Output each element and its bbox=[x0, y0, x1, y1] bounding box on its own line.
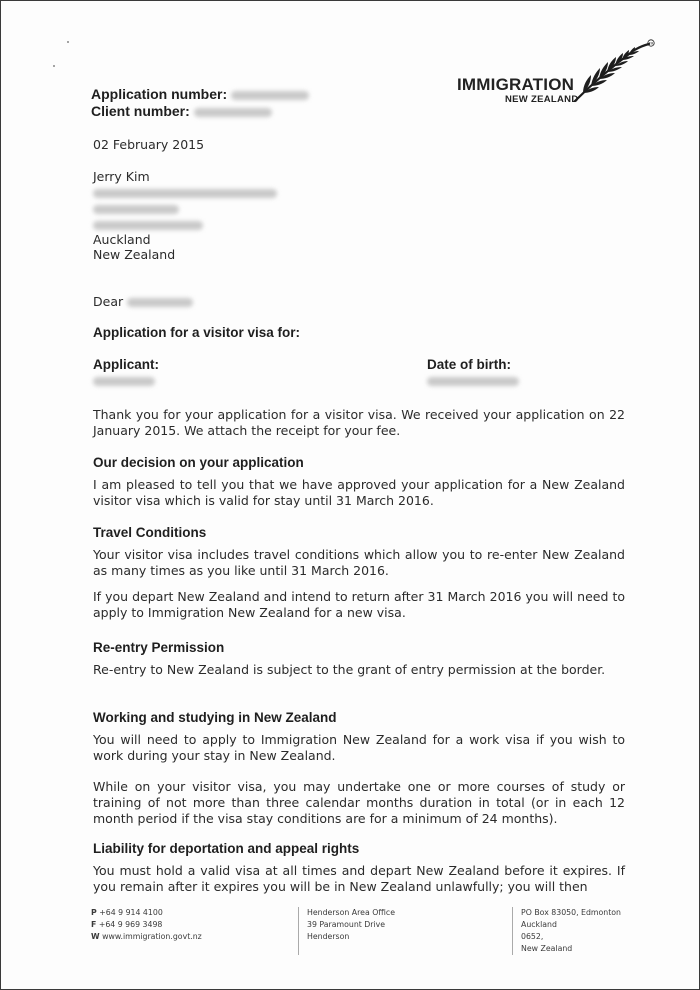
salutation-text: Dear bbox=[93, 294, 124, 309]
postal-line: Auckland bbox=[521, 920, 557, 929]
postal-line: New Zealand bbox=[521, 944, 573, 953]
section-paragraph: You must hold a valid visa at all times and depart New Zealand before it expires. If you remain after it expires you will be in New Zealand unlawfully; you will then bbox=[93, 863, 625, 894]
fax-label: F bbox=[91, 920, 97, 929]
web-value: www.immigration.govt.nz bbox=[102, 932, 202, 941]
section-paragraph: If you depart New Zealand and intend to return after 31 March 2016 you will need to apply to Immigration New Zealand for a new visa. bbox=[93, 589, 625, 620]
office-line: 39 Paramount Drive bbox=[307, 920, 386, 929]
redacted-applicant bbox=[93, 377, 155, 386]
redacted-address-line bbox=[93, 205, 179, 214]
section-paragraph: While on your visitor visa, you may undertake one or more courses of study or training of not more than three calendar months duration in total (or in each 12 month period if the visa stay conditions are for a minimum of 24 months). bbox=[93, 779, 625, 826]
recipient-city: Auckland bbox=[93, 232, 151, 247]
intro-paragraph: Thank you for your application for a visitor visa. We received your application on 22 January 2015. We attach the receipt for your fee. bbox=[93, 407, 625, 438]
redacted-address-line bbox=[93, 221, 203, 230]
section-paragraph: I am pleased to tell you that we have approved your application for a New Zealand visitor visa which is valid for stay until 31 March 2016. bbox=[93, 477, 625, 508]
trademark-mark: TM bbox=[648, 41, 654, 46]
application-block bbox=[91, 86, 309, 120]
section-paragraph: You will need to apply to Immigration New Zealand for a work visa if you wish to work during your stay in New Zealand. bbox=[93, 732, 625, 763]
logo-wordmark: IMMIGRATION bbox=[457, 75, 575, 94]
phone-label: P bbox=[91, 908, 97, 917]
redacted-application-number bbox=[231, 91, 309, 100]
fax-value: +64 9 969 3498 bbox=[98, 920, 163, 929]
footer-contact bbox=[91, 907, 202, 943]
scan-speck bbox=[67, 41, 69, 43]
dob-label: Date of birth: bbox=[427, 357, 511, 372]
section-paragraph: Your visitor visa includes travel conditions which allow you to re-enter New Zealand as many times as you like until 31 March 2016. bbox=[93, 547, 625, 578]
footer-postal bbox=[521, 907, 621, 955]
letter-date: 02 February 2015 bbox=[93, 137, 205, 152]
footer-office bbox=[307, 907, 395, 943]
phone-value: +64 9 914 4100 bbox=[99, 908, 163, 917]
redacted-dob bbox=[427, 377, 519, 386]
section-heading: Liability for deportation and appeal rights bbox=[93, 841, 360, 856]
client-number-label: Client number: bbox=[91, 103, 190, 119]
footer-divider bbox=[298, 907, 299, 955]
redacted-client-number bbox=[194, 108, 272, 117]
section-heading: Working and studying in New Zealand bbox=[93, 710, 337, 725]
footer-divider bbox=[512, 907, 513, 955]
postal-line: 0652, bbox=[521, 932, 544, 941]
section-paragraph: Re-entry to New Zealand is subject to the grant of entry permission at the border. bbox=[93, 662, 606, 677]
recipient-name: Jerry Kim bbox=[93, 169, 150, 184]
salutation bbox=[93, 294, 193, 309]
application-number-label: Application number: bbox=[91, 86, 228, 102]
office-line: Henderson Area Office bbox=[307, 908, 395, 917]
section-heading: Re-entry Permission bbox=[93, 640, 225, 655]
redacted-address-line bbox=[93, 189, 277, 198]
scan-speck bbox=[53, 65, 55, 67]
section-heading: Our decision on your application bbox=[93, 455, 304, 470]
logo-subtitle: NEW ZEALAND bbox=[505, 94, 579, 105]
office-line: Henderson bbox=[307, 932, 350, 941]
postal-line: PO Box 83050, Edmonton bbox=[521, 908, 622, 917]
web-label: W bbox=[91, 932, 100, 941]
immigration-nz-logo bbox=[457, 41, 657, 115]
section-heading: Travel Conditions bbox=[93, 525, 207, 540]
silver-fern-icon bbox=[569, 39, 655, 103]
redacted-recipient bbox=[127, 298, 193, 307]
recipient-country: New Zealand bbox=[93, 247, 176, 262]
subject-heading: Application for a visitor visa for: bbox=[93, 325, 301, 340]
applicant-label: Applicant: bbox=[93, 357, 159, 372]
